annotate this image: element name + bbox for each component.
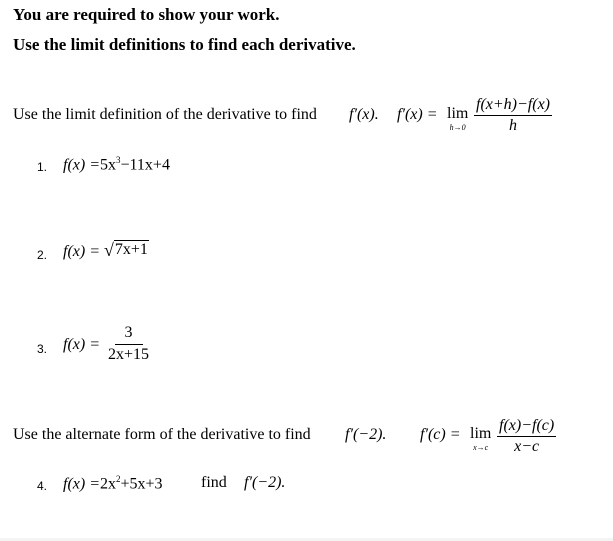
definition-target: f′(x). <box>349 106 379 123</box>
problem-2-equation <box>63 240 149 261</box>
sqrt-symbol: √ 7x+1 <box>104 240 148 260</box>
problem-1-equation <box>63 155 170 174</box>
definition-lhs: f′(x) = <box>397 106 438 123</box>
instruction-use-limit-definitions: Use the limit definitions to find each derivative. <box>13 35 356 54</box>
problem-4-find: find <box>201 474 227 491</box>
problem-4-equation <box>63 474 163 493</box>
problem-3-fraction <box>108 324 149 364</box>
alternate-numerator: f(x)−f(c) <box>497 417 556 437</box>
problem-4-lhs: f(x) = <box>63 475 100 493</box>
definition-fraction <box>474 96 552 135</box>
problem-4-number: 4. <box>37 479 48 493</box>
problem-3-denominator: 2x+15 <box>108 346 150 363</box>
alternate-instruction: Use the alternate form of the derivative to find <box>13 426 311 443</box>
definition-limit <box>447 106 468 132</box>
lim-subscript: h→0 <box>449 123 466 132</box>
definition-numerator: f(x+h)−f(x) <box>474 96 552 116</box>
problem-3-numerator: 3 <box>115 324 143 345</box>
problem-1-expr: 5x <box>100 156 116 174</box>
problem-4-rest: +5x+3 <box>120 475 163 493</box>
instruction-show-work: You are required to show your work. <box>13 5 280 24</box>
alternate-limit <box>470 426 491 452</box>
definition-denominator: h <box>509 117 517 134</box>
alternate-target: f′(−2). <box>345 426 387 443</box>
problem-3-number: 3. <box>37 342 48 356</box>
alt-lim-subscript: x→c <box>473 443 489 452</box>
alternate-denominator: x−c <box>514 438 540 455</box>
alternate-lhs: f′(c) = <box>420 426 461 443</box>
problem-1-rest: −11x+4 <box>120 156 170 174</box>
problem-4-target: f′(−2). <box>244 474 286 491</box>
problem-1-lhs: f(x) = <box>63 156 100 174</box>
alt-lim-label: lim <box>470 425 492 442</box>
lim-label: lim <box>447 105 469 122</box>
problem-4-exponent: 2 <box>116 474 121 484</box>
problem-2-number: 2. <box>37 248 48 262</box>
definition-instruction: Use the limit definition of the derivative to find <box>13 106 317 123</box>
alternate-fraction <box>497 417 556 456</box>
problem-4-expr: 2x <box>100 475 116 493</box>
problem-3-lhs: f(x) = <box>63 336 100 353</box>
problem-2-radicand: 7x+1 <box>114 241 148 258</box>
problem-1-number: 1. <box>37 160 48 174</box>
problem-1-exponent: 3 <box>116 155 121 165</box>
problem-2-lhs: f(x) = <box>63 243 100 260</box>
